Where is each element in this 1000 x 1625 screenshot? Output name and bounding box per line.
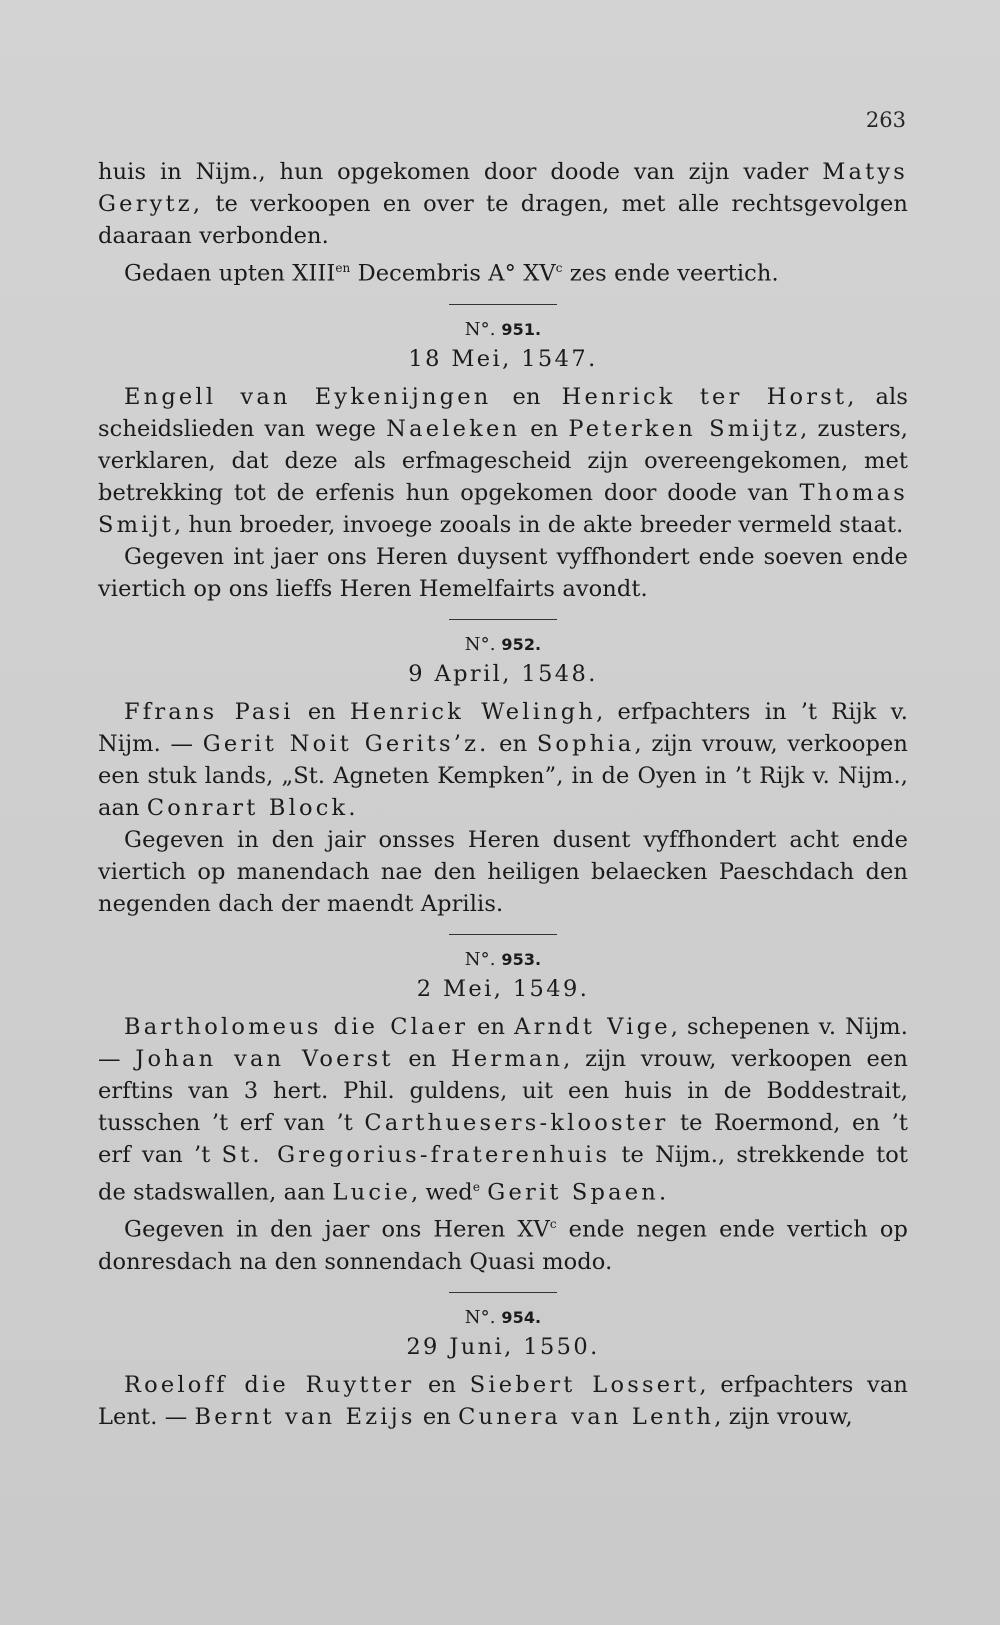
body-text: en xyxy=(468,1013,515,1040)
body-text: , zijn vrouw, xyxy=(714,1403,853,1430)
body-text: , zusters, verklaren, dat deze als erfmagescheid zijn overeengekomen, met betrekking tot de erfenis hun opgekomen door doode van xyxy=(98,415,909,506)
body-text: en xyxy=(414,1371,470,1398)
given-line xyxy=(98,252,908,290)
person-name: Gerit Noit Gerits’z. xyxy=(202,730,490,757)
superscript: c xyxy=(549,1217,557,1231)
entry-number-value: 952. xyxy=(501,634,542,654)
entry-date: 9 April, 1548. xyxy=(408,660,598,687)
intro-text: te verkoopen en over te dragen, met alle rechtsgevolgen daaraan verbonden. xyxy=(98,191,908,249)
person-name: Bartholomeus die Claer xyxy=(124,1013,469,1040)
person-name: Roeloff die Ruytter xyxy=(124,1371,415,1398)
person-name: Henrick ter Horst xyxy=(561,383,848,410)
given-text: Decembris A° XV xyxy=(350,260,556,287)
person-name: Conrart Block xyxy=(146,794,349,821)
person-name: Johan van Voerst xyxy=(135,1045,394,1072)
entry-body xyxy=(98,1011,908,1209)
body-text: te Roermond, en ’t erf van ’t xyxy=(98,1109,908,1168)
body-text: , hun broeder, invoege zooals in de akte breeder vermeld staat. xyxy=(173,511,904,538)
person-name: Ffrans Pasi xyxy=(124,698,294,725)
entry-date: 29 Juni, 1550. xyxy=(406,1333,600,1360)
given-line: Gegeven int jaer ons Heren duysent vyffhondert ende soeven ende viertich op ons lieffs Heren Hemelfairts avondt. xyxy=(98,543,908,602)
body-text: , zijn vrouw, verkoopen een stuk lands, „St. Agneten Kempken”, in de Oyen in ’t Rijk v. Nijm., aan xyxy=(98,730,909,821)
entry-number-prefix: N°. xyxy=(464,633,496,655)
person-name: Lucie xyxy=(332,1179,412,1205)
person-name: St. Gregorius-fraterenhuis xyxy=(221,1141,611,1168)
entry-number xyxy=(98,632,908,658)
entry-number-prefix: N°. xyxy=(464,1306,496,1328)
entry-number-prefix: N°. xyxy=(464,318,496,340)
given-text: Gegeven in den jaer ons Heren XV xyxy=(124,1216,550,1243)
body-text: en xyxy=(489,730,537,757)
person-name: Matys xyxy=(822,159,908,185)
body-text: en xyxy=(415,1403,459,1430)
body-text: en xyxy=(491,383,562,410)
body-text: , schepenen v. Nijm. — xyxy=(98,1013,908,1072)
body-text: en xyxy=(520,415,569,442)
body-text: , zijn vrouw, verkoopen een erftins van 3 hert. Phil. guldens, uit een huis in de Boddestrait, tusschen ’t erf van ’t xyxy=(98,1045,908,1136)
body-text: , als scheidslieden van wege xyxy=(98,383,909,442)
person-name: Gerytz, xyxy=(98,191,204,217)
person-name: Siebert Lossert xyxy=(469,1371,700,1398)
person-name: Bernt van Ezijs xyxy=(194,1403,416,1430)
body-text: en xyxy=(393,1045,452,1072)
person-name: Naeleken xyxy=(386,415,521,442)
person-name: Peterken Smijtz xyxy=(568,415,801,442)
person-name: Gerit Spaen xyxy=(487,1179,659,1205)
given-text: zes ende veertich. xyxy=(562,260,779,287)
body-text: , wed xyxy=(411,1179,473,1205)
entry-number-value: 954. xyxy=(501,1307,542,1327)
person-name: Sophia xyxy=(536,730,635,757)
person-name: Cunera van Lenth xyxy=(458,1403,715,1430)
person-name: Carthuesers-klooster xyxy=(364,1109,669,1136)
entry-number-value: 953. xyxy=(501,949,542,969)
entry-number-value: 951. xyxy=(501,319,542,339)
given-text: Gedaen upten XIII xyxy=(124,260,336,287)
person-name: Arndt Vige xyxy=(514,1013,671,1040)
given-line: Gegeven in den jair onsses Heren dusent vyffhondert acht ende viertich op manendach nae den heiligen belaecken Paeschdach den negenden dach der maendt Aprilis. xyxy=(98,826,908,917)
body-text: en xyxy=(293,698,351,725)
page-number: 263 xyxy=(865,108,906,132)
person-name: Thomas Smijt xyxy=(98,479,908,538)
superscript: e xyxy=(472,1179,481,1194)
body-text: . xyxy=(348,794,356,821)
entry-number xyxy=(98,317,908,343)
separator-rule xyxy=(449,619,557,620)
entry-body xyxy=(98,696,908,824)
entry-number xyxy=(98,1305,908,1331)
body-text: . xyxy=(658,1179,667,1205)
person-name: Herman xyxy=(451,1045,564,1072)
superscript: c xyxy=(555,261,563,275)
given-line xyxy=(98,1208,908,1278)
person-name: Engell van Eykenijngen xyxy=(124,383,492,410)
entry-body xyxy=(98,1369,908,1433)
given-text: ende negen ende vertich op donresdach na den sonnendach Quasi modo. xyxy=(98,1216,908,1275)
page-text xyxy=(98,156,908,1433)
superscript: en xyxy=(335,261,351,275)
intro-text: huis in Nijm., hun opgekomen door doode van zijn vader xyxy=(98,159,823,185)
entry-date: 2 Mei, 1549. xyxy=(416,975,590,1002)
entry-number xyxy=(98,947,908,973)
entry-body xyxy=(98,381,908,541)
entry-date: 18 Mei, 1547. xyxy=(408,345,598,372)
separator-rule xyxy=(449,304,557,305)
separator-rule xyxy=(449,1292,557,1293)
person-name: Henrick Welingh xyxy=(350,698,597,725)
entry-number-prefix: N°. xyxy=(464,948,496,970)
intro-paragraph xyxy=(98,156,908,252)
separator-rule xyxy=(449,934,557,935)
body-text: , erfpachters van Lent. — xyxy=(98,1371,908,1430)
body-text: te Nijm., strekkende tot de stadswallen, aan xyxy=(98,1141,908,1205)
body-text: , erfpachters in ’t Rijk v. Nijm. — xyxy=(98,698,908,757)
